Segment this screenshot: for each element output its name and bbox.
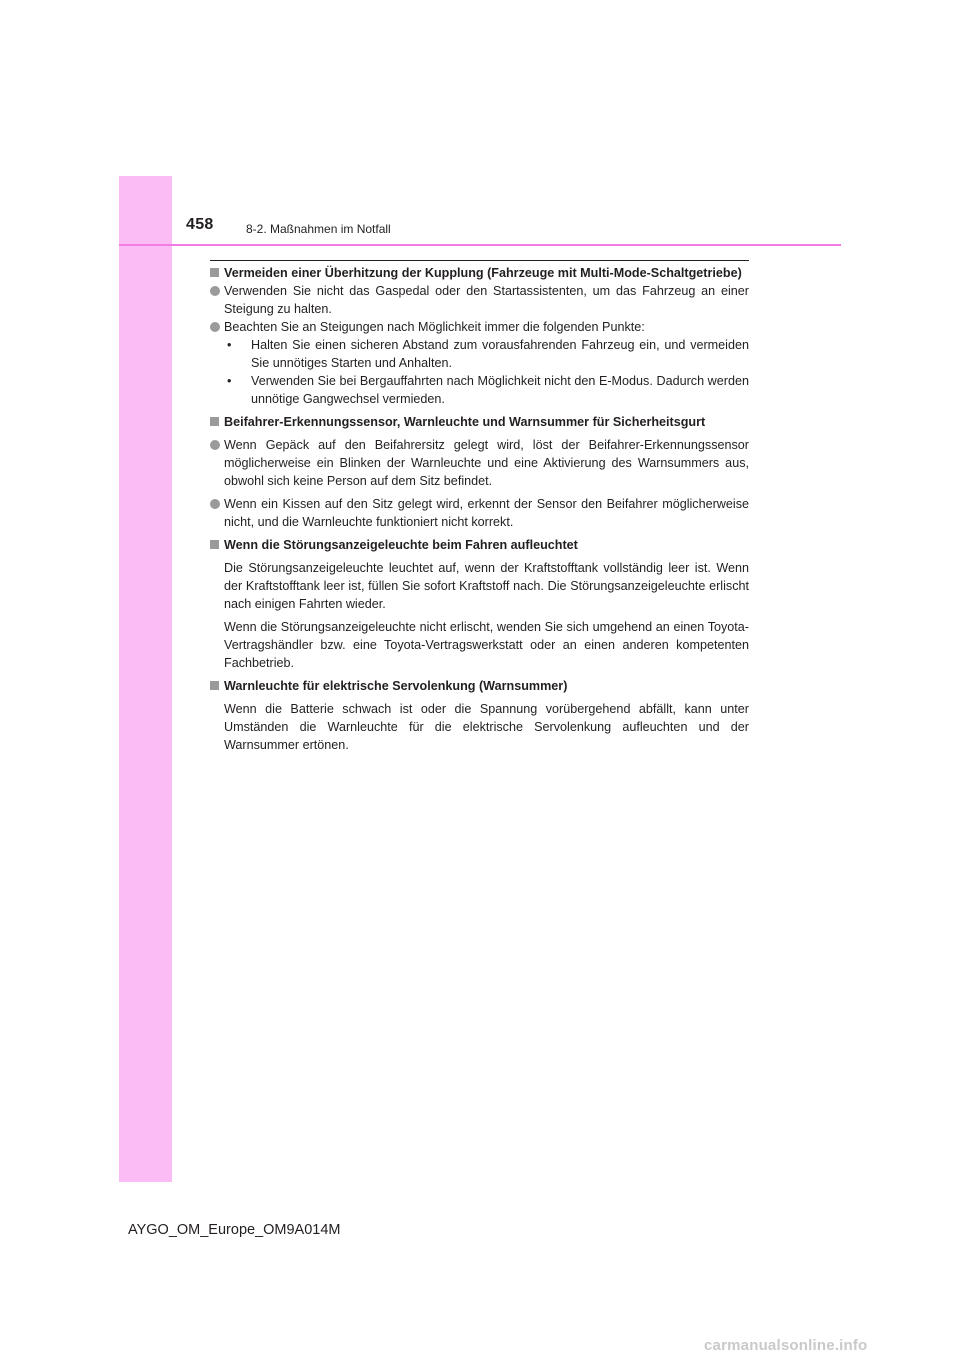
paragraph: Wenn die Batterie schwach ist oder die Spannung vorübergehend abfällt, kann unter Umständen die Warnleuchte für die elektrische Servolenkung aufleuchten und der Warnsummer ertönen.: [224, 702, 749, 752]
section-title: 8-2. Maßnahmen im Notfall: [246, 222, 391, 236]
page-content: [210, 264, 749, 754]
list-item: [210, 282, 749, 318]
circle-bullet-icon: [210, 499, 220, 509]
list-item-text: Beachten Sie an Steigungen nach Möglichkeit immer die folgenden Punkte:: [224, 320, 645, 334]
section-heading: [210, 536, 749, 554]
paragraph: Die Störungsanzeigeleuchte leuchtet auf, wenn der Kraftstofftank vollständig leer ist. Wenn der Kraftstofftank leer ist, füllen Sie sofort Kraftstoff nach. Die Störungsanzeigeleuchte erlischt nach einigen Fahrten wieder.: [224, 561, 749, 611]
circle-bullet-icon: [210, 286, 220, 296]
page-number: 458: [186, 216, 214, 233]
list-item-text: Wenn ein Kissen auf den Sitz gelegt wird, erkennt der Sensor den Beifahrer möglicherweise nicht, und die Warnleuchte funktioniert nicht korrekt.: [224, 497, 749, 529]
paragraph: Wenn die Störungsanzeigeleuchte nicht erlischt, wenden Sie sich umgehend an einen Toyota-Vertragshändler bzw. eine Toyota-Vertragswerkstatt oder an einen anderen kompetenten Fachbetrieb.: [224, 620, 749, 670]
square-bullet-icon: [210, 540, 219, 549]
content-rule: [210, 260, 749, 261]
heading-text: Warnleuchte für elektrische Servolenkung (Warnsummer): [224, 679, 568, 693]
list-item-text: Verwenden Sie nicht das Gaspedal oder den Startassistenten, um das Fahrzeug an einer Steigung zu halten.: [224, 284, 749, 316]
section-heading: [210, 264, 749, 282]
list-item: [210, 318, 749, 336]
watermark: carmanualsonline.info: [704, 1337, 868, 1354]
small-dot-icon: •: [227, 338, 232, 352]
square-bullet-icon: [210, 681, 219, 690]
header-rule: [119, 244, 841, 246]
heading-text: Vermeiden einer Überhitzung der Kupplung (Fahrzeuge mit Multi-Mode-Schaltgetriebe): [224, 266, 742, 280]
small-dot-icon: •: [227, 374, 232, 388]
list-item-text: Wenn Gepäck auf den Beifahrersitz gelegt wird, löst der Beifahrer-Erkennungssensor möglicherweise ein Blinken der Warnleuchte und eine Aktivierung des Warnsummers aus, obwohl sich keine Person auf dem Sitz befindet.: [224, 438, 749, 488]
page-sidebar-tab: [119, 176, 172, 1182]
section-heading: [210, 677, 749, 695]
sub-list-item: [224, 372, 749, 408]
square-bullet-icon: [210, 268, 219, 277]
list-item: [210, 436, 749, 490]
footer-doc-id: AYGO_OM_Europe_OM9A014M: [128, 1222, 341, 1238]
circle-bullet-icon: [210, 322, 220, 332]
sub-list-item-text: Halten Sie einen sicheren Abstand zum vorausfahrenden Fahrzeug ein, und vermeiden Sie unnötiges Starten und Anhalten.: [251, 338, 749, 370]
heading-text: Beifahrer-Erkennungssensor, Warnleuchte und Warnsummer für Sicherheitsgurt: [224, 415, 706, 429]
circle-bullet-icon: [210, 440, 220, 450]
heading-text: Wenn die Störungsanzeigeleuchte beim Fahren aufleuchtet: [224, 538, 578, 552]
section-heading: [210, 413, 749, 431]
list-item: [210, 495, 749, 531]
square-bullet-icon: [210, 417, 219, 426]
sub-list-item-text: Verwenden Sie bei Bergauffahrten nach Möglichkeit nicht den E-Modus. Dadurch werden unnötige Gangwechsel vermieden.: [251, 374, 749, 406]
sub-list-item: [224, 336, 749, 372]
